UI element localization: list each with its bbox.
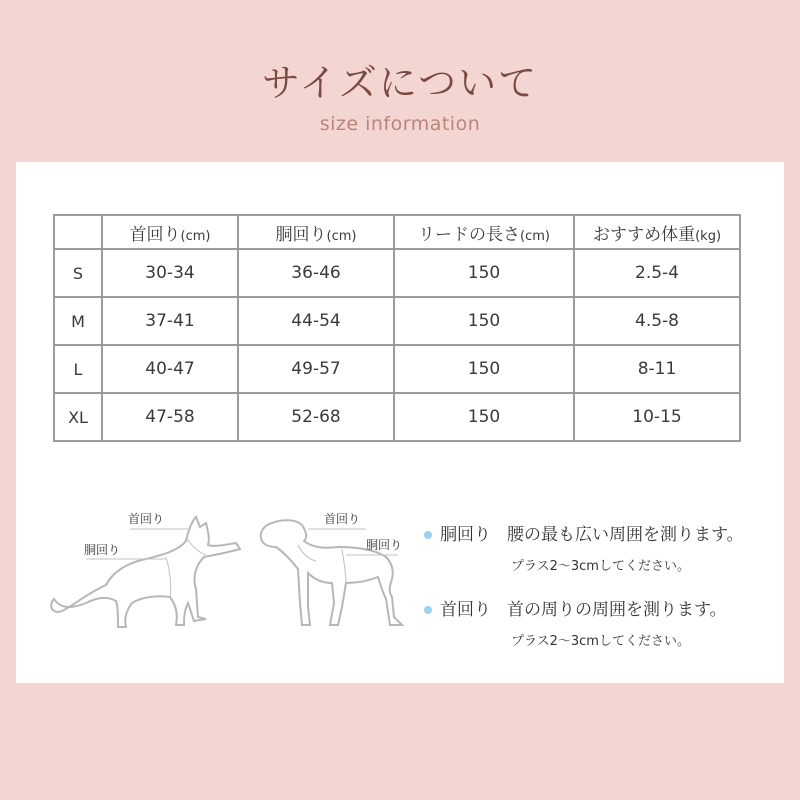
bullet-icon [424,531,432,539]
table-header-row [54,215,740,249]
measurement-illustration [46,507,406,657]
size-label: S [54,249,102,297]
lead-value: 150 [394,345,574,393]
lead-value: 150 [394,249,574,297]
table-row [54,249,740,297]
lead-value: 150 [394,393,574,441]
note-sub: プラス2～3cmしてください。 [511,634,690,649]
note-main [424,595,784,620]
cat-neck-label: 首回り [128,512,165,526]
note-chest [424,520,784,574]
size-table [53,214,741,442]
neck-value: 30-34 [102,249,238,297]
page-subtitle: size information [319,113,481,135]
note-neck [424,595,784,649]
weight-value: 8-11 [574,345,740,393]
weight-value: 10-15 [574,393,740,441]
neck-value: 47-58 [102,393,238,441]
cat-silhouette [51,517,240,627]
dog-chest-label: 胴回り [366,538,403,552]
chest-value: 52-68 [238,393,394,441]
note-text: 首の周りの周囲を測ります。 [507,600,727,620]
note-sub: プラス2～3cmしてください。 [511,559,690,574]
size-label: L [54,345,102,393]
corner-cell [54,215,102,249]
size-label: XL [54,393,102,441]
chest-value: 36-46 [238,249,394,297]
page-title: サイズについて [261,61,539,105]
content-card [16,162,784,683]
note-main [424,520,784,545]
note-name: 首回り [440,600,491,620]
neck-value: 40-47 [102,345,238,393]
table-row [54,393,740,441]
note-name: 胴回り [440,525,491,545]
weight-value: 4.5-8 [574,297,740,345]
cat-chest-label: 胴回り [84,543,121,557]
table-row [54,297,740,345]
chest-value: 44-54 [238,297,394,345]
column-header: リードの長さ(cm) [394,215,574,249]
dog-neck-label: 首回り [324,512,361,526]
lead-value: 150 [394,297,574,345]
column-header: おすすめ体重(kg) [574,215,740,249]
chest-value: 49-57 [238,345,394,393]
neck-value: 37-41 [102,297,238,345]
column-header: 首回り(cm) [102,215,238,249]
bullet-icon [424,606,432,614]
size-label: M [54,297,102,345]
dog-silhouette [261,520,402,625]
note-text: 腰の最も広い周囲を測ります。 [507,525,744,545]
column-header: 胴回り(cm) [238,215,394,249]
weight-value: 2.5-4 [574,249,740,297]
table-row [54,345,740,393]
